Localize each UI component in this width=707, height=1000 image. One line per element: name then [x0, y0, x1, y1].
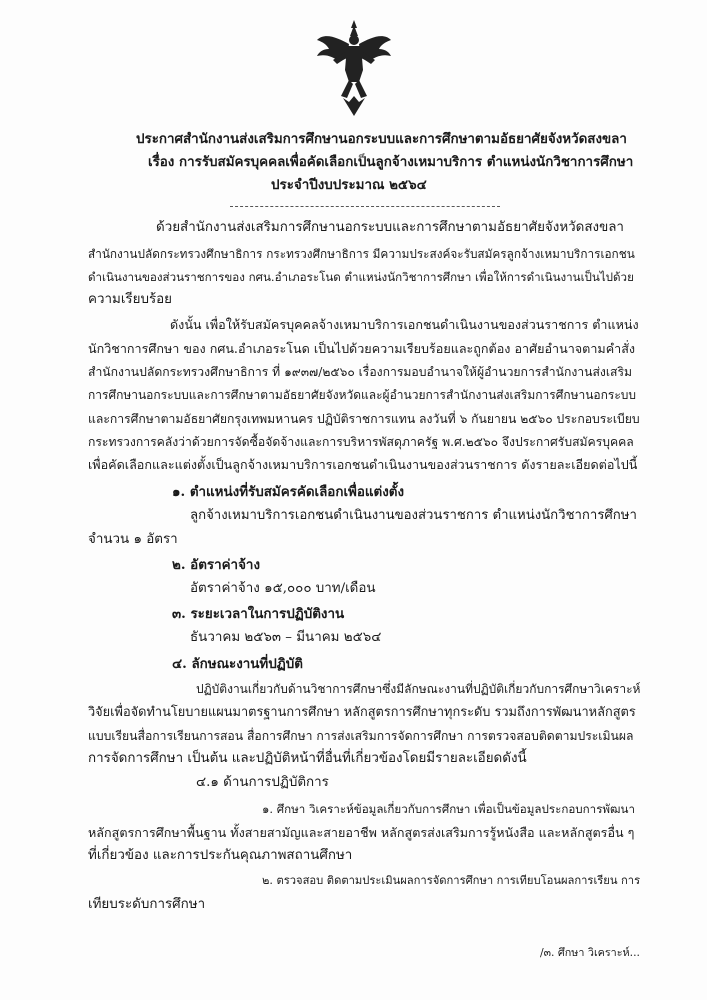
- section4-line-1: ปฏิบัติงานเกี่ยวกับด้านวิชาการศึกษาซึ่งมีลักษณะงานที่ปฏิบัติเกี่ยวกับการศึกษาวิเคราะห์: [196, 682, 641, 696]
- garuda-emblem-icon: [313, 18, 395, 118]
- section2-line-1: อัตราค่าจ้าง ๑๕,๐๐๐ บาท/เดือน: [190, 581, 376, 596]
- para2-line-1: ดังนั้น เพื่อให้รับสมัครบุคคลจ้างเหมาบริการเอกชนดำเนินงานของส่วนราชการ ตำแหน่ง: [170, 317, 639, 332]
- item1-line-1: ๑. ศึกษา วิเคราะห์ข้อมูลเกี่ยวกับการศึกษา เพื่อเป็นข้อมูลประกอบการพัฒนา: [262, 802, 635, 816]
- item2-line-2: เทียบระดับการศึกษา: [88, 897, 206, 912]
- para2-line-3: สำนักงานปลัดกระทรวงศึกษาธิการ ที่ ๑๙๓๗/๒๕๖๐ เรื่องการมอบอำนาจให้ผู้อำนวยการสำนักงานส่งเสริม: [88, 365, 633, 379]
- intro-line-1: ด้วยสำนักงานส่งเสริมการศึกษานอกระบบและการศึกษาตามอัธยาศัยจังหวัดสงขลา: [156, 220, 624, 235]
- item2-line-1: ๒. ตรวจสอบ ติดตามประเมินผลการจัดการศึกษา การเทียบโอนผลการเรียน การ: [262, 874, 641, 887]
- section3-line-1: ธันวาคม ๒๕๖๓ – มีนาคม ๒๕๖๔: [190, 630, 382, 645]
- section2-heading: ๒. อัตราค่าจ้าง: [172, 557, 260, 573]
- para2-line-7: เพื่อคัดเลือกและแต่งตั้งเป็นลูกจ้างเหมาบริการเอกชนดำเนินงานของส่วนราชการ ดังรายละเอียดต่อไปนี้: [88, 457, 638, 472]
- announcement-subject-line: เรื่อง การรับสมัครบุคคลเพื่อคัดเลือกเป็นลูกจ้างเหมาบริการ ตำแหน่งนักวิชาการศึกษา: [148, 154, 634, 170]
- subsection-4-1-heading: ๔.๑ ด้านการปฏิบัติการ: [196, 775, 329, 790]
- intro-line-2: สำนักงานปลัดกระทรวงศึกษาธิการ กระทรวงศึกษาธิการ มีความประสงค์จะรับสมัครลูกจ้างเหมาบริการเอกชน: [88, 247, 635, 261]
- section1-line-1: ลูกจ้างเหมาบริการเอกชนดำเนินงานของส่วนราชการ ตำแหน่งนักวิชาการศึกษา: [190, 508, 637, 523]
- section4-heading: ๔. ลักษณะงานที่ปฏิบัติ: [172, 656, 303, 672]
- para2-line-6: กระทรวงการคลังว่าด้วยการจัดซื้อจัดจ้างและการบริหารพัสดุภาครัฐ พ.ศ.๒๕๖๐ จึงประกาศรับสมัครบุคคล: [88, 435, 634, 449]
- intro-line-3: ดำเนินงานของส่วนราชการของ กศน.อำเภอระโนด ตำแหน่งนักวิชาการศึกษา เพื่อให้การดำเนินงานเป็นไปด้วย: [88, 270, 634, 284]
- continuation-note: /๓. ศึกษา วิเคราะห์...: [540, 946, 640, 959]
- announcement-title-line1: ประกาศสำนักงานส่งเสริมการศึกษานอกระบบและการศึกษาตามอัธยาศัยจังหวัดสงขลา: [136, 131, 627, 147]
- section1-line-2: จำนวน ๑ อัตรา: [88, 532, 178, 547]
- para2-line-4: การศึกษานอกระบบและการศึกษาตามอัธยาศัยจังหวัดและผู้อำนวยการสำนักงานส่งเสริมการศึกษานอกระบบ: [88, 388, 637, 402]
- para2-line-5: และการศึกษาตามอัธยาศัยกรุงเทพมหานคร ปฏิบัติราชการแทน ลงวันที่ ๖ กันยายน ๒๕๖๐ ประกอบระเบียบ: [88, 412, 640, 426]
- section1-heading: ๑. ตำแหน่งที่รับสมัครคัดเลือกเพื่อแต่งตั้ง: [172, 484, 404, 500]
- item1-line-2: หลักสูตรการศึกษาพื้นฐาน ทั้งสายสามัญและสายอาชีพ หลักสูตรส่งเสริมการรู้หนังสือ และหลักสูตรอื่น ๆ: [88, 825, 635, 840]
- intro-line-4: ความเรียบร้อย: [88, 292, 173, 307]
- section4-line-4: การจัดการศึกษา เป็นต้น และปฏิบัติหน้าที่อื่นที่เกี่ยวข้องโดยมีรายละเอียดดังนี้: [88, 751, 527, 766]
- section4-line-2: วิจัยเพื่อจัดทำนโยบายแผนมาตรฐานการศึกษา หลักสูตรการศึกษาทุกระดับ รวมถึงการพัฒนาหลักสูตร: [88, 705, 636, 720]
- fiscal-year-line: ประจำปีงบประมาณ ๒๕๖๔: [271, 177, 427, 193]
- section3-heading: ๓. ระยะเวลาในการปฏิบัติงาน: [172, 606, 345, 622]
- title-divider: [230, 206, 500, 207]
- para2-line-2: นักวิชาการศึกษา ของ กศน.อำเภอระโนด เป็นไปด้วยความเรียบร้อยและถูกต้อง อาศัยอำนาจตามคำสั่ง: [88, 341, 636, 356]
- item1-line-3: ที่เกี่ยวข้อง และการประกันคุณภาพสถานศึกษา: [88, 848, 353, 863]
- section4-line-3: แบบเรียนสื่อการเรียนการสอน สื่อการศึกษา การส่งเสริมการจัดการศึกษา การตรวจสอบติดตามประเมินผล: [88, 729, 634, 743]
